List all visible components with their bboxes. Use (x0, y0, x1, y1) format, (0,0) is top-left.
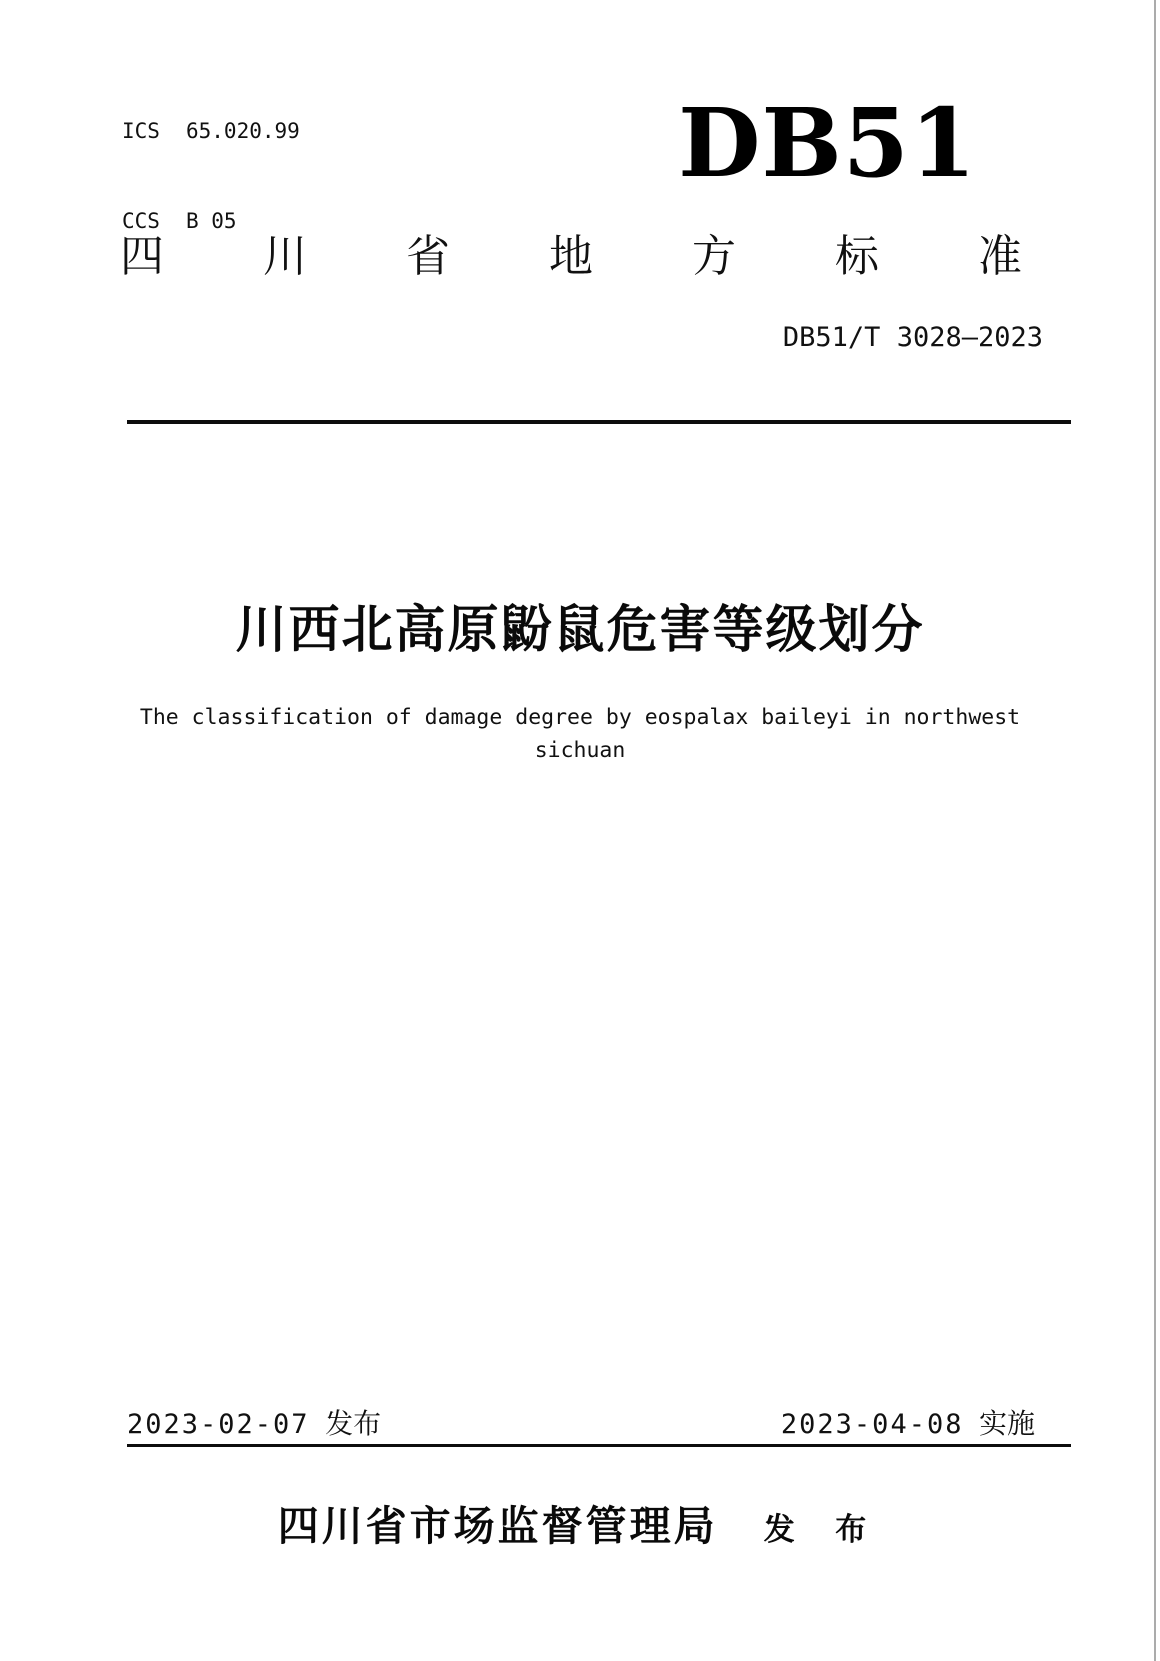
ccs-value: B 05 (186, 209, 237, 233)
date-row (127, 1402, 1035, 1442)
document-title-en-line2: sichuan (534, 738, 626, 763)
document-title-en-line1: The classification of damage degree by eospalax baileyi in northwest (139, 705, 1021, 730)
ics-value: 65.020.99 (186, 119, 300, 143)
issue-date-item (127, 1402, 381, 1442)
implement-date: 2023-04-08 (780, 1409, 964, 1440)
implement-date-label: 实施 (978, 1408, 1035, 1439)
standard-category-title: 四川省地方标准 (120, 232, 1121, 281)
document-title-cn: 川西北高原鼢鼠危害等级划分 (235, 601, 925, 658)
ics-code-row (122, 116, 300, 146)
header-divider-rule (127, 420, 1071, 424)
publish-action-label: 发 布 (763, 1512, 883, 1547)
footer-divider-rule (127, 1444, 1071, 1447)
issue-date: 2023-02-07 (127, 1409, 310, 1440)
publisher-row (0, 1504, 1160, 1549)
page-right-edge-line (1154, 0, 1156, 1661)
document-title-en (0, 701, 1160, 767)
implement-date-item (781, 1402, 1035, 1442)
standard-code: DB51/T 3028—2023 (782, 322, 1043, 353)
issue-date-label: 发布 (325, 1408, 382, 1439)
publisher-name: 四川省市场监督管理局 (277, 1503, 718, 1549)
ccs-label: CCS (122, 209, 160, 233)
db51-logo: DB51 (678, 88, 977, 199)
ics-label: ICS (122, 119, 160, 143)
